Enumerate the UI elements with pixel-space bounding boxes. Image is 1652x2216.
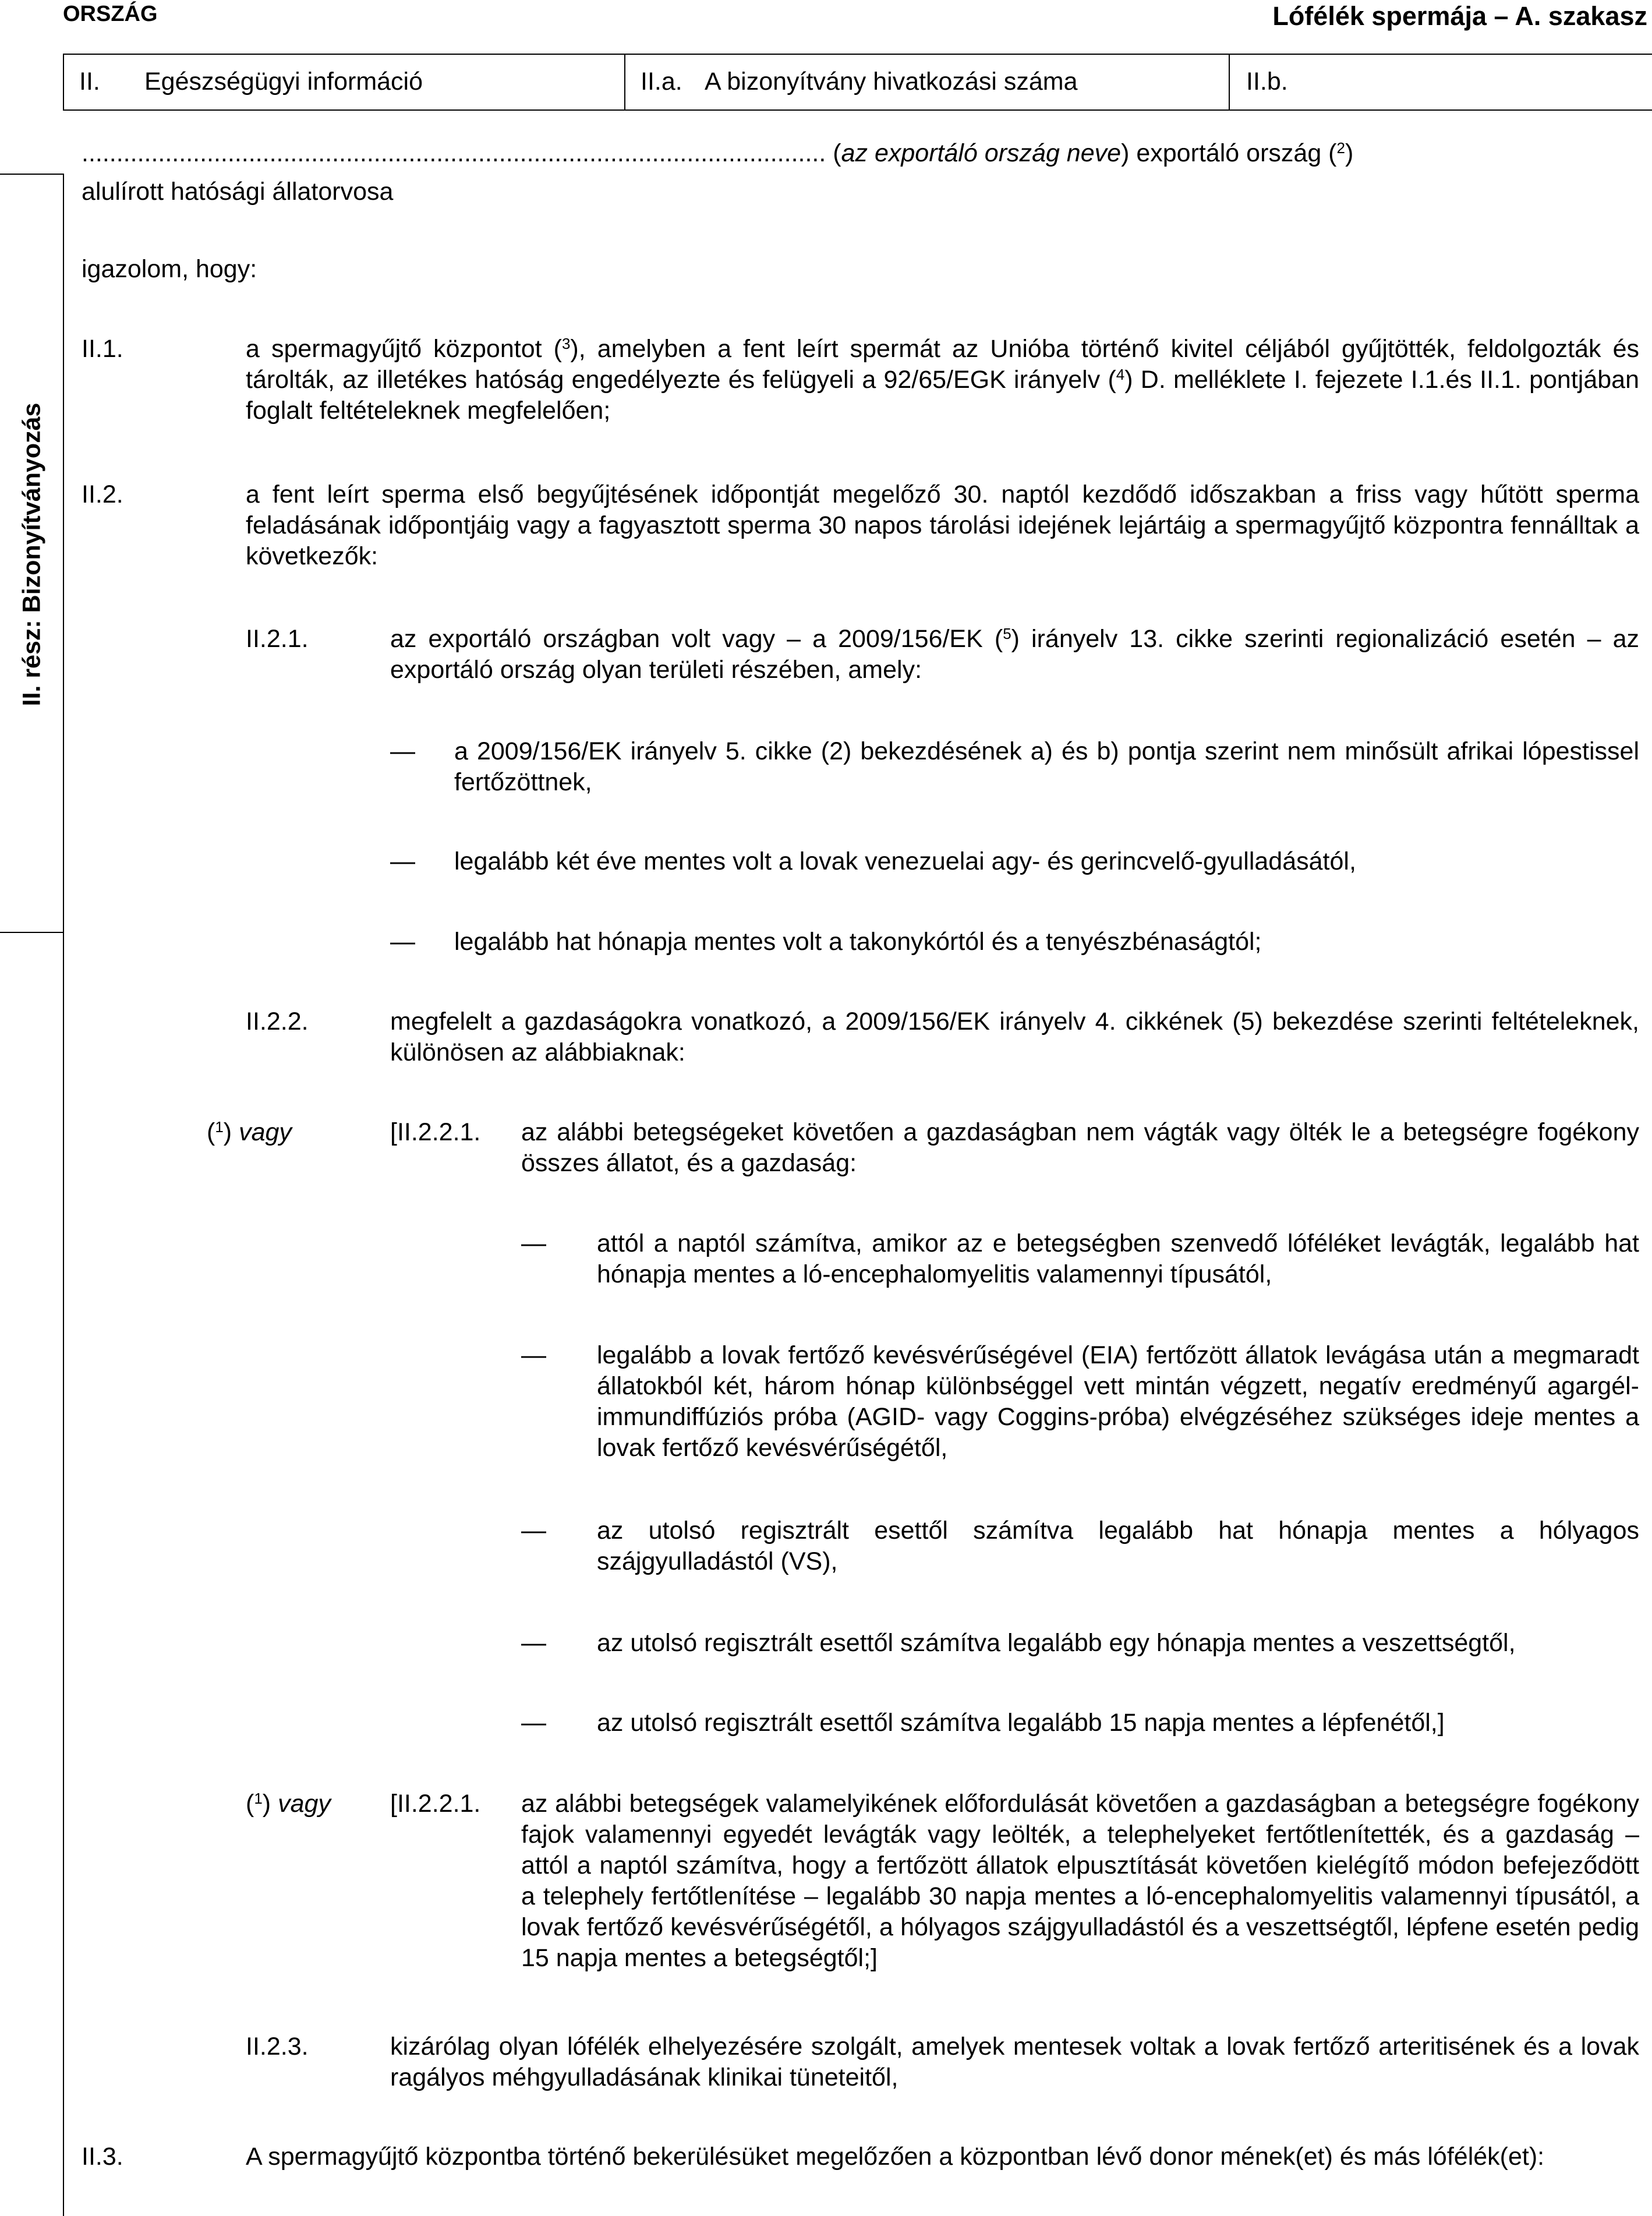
section-title: Egészségügyi információ bbox=[144, 68, 423, 96]
country-label: ORSZÁG bbox=[63, 2, 158, 26]
list-item: attól a naptól számítva, amikor az e betegségben szenvedő lóféléket levágták, legalább hat hónapja mentes a ló-encephalomyelitis valamennyi típusától, bbox=[597, 1229, 1639, 1288]
dash-bullet: — bbox=[521, 1341, 546, 1369]
item-text: A spermagyűjtő központba történő bekerülésüket megelőzően a központban lévő donor mének(et) és más lófélék(et): bbox=[246, 2143, 1545, 2171]
field-b-label: II.b. bbox=[1246, 68, 1288, 96]
item-number: II.2.1. bbox=[246, 625, 309, 653]
list-item: az utolsó regisztrált esettől számítva legalább 15 napja mentes a lépfenétől,] bbox=[597, 1709, 1445, 1737]
item-text: az alábbi betegségeket követően a gazdaságban nem vágták vagy ölték le a betegségre fogékony összes állatot, és a gazdaság: bbox=[521, 1118, 1639, 1177]
list-item: legalább a lovak fertőző kevésvérűségével (EIA) fertőzött állatok levágása után a megmaradt állatokból két, három hónap különbséggel vett mintán végzett, negatív eredményű agargél-immundiffúziós próba (AGID- vagy Coggins-próba) elvégzéséhez szükséges ideje mentes a lovak fertőző kevésvérűségétől, bbox=[597, 1341, 1639, 1462]
dash-bullet: — bbox=[521, 1629, 546, 1657]
dash-bullet: — bbox=[390, 847, 415, 875]
reference-number-label: II.a. bbox=[641, 68, 682, 96]
list-item: az utolsó regisztrált esettől számítva legalább hat hónapja mentes a hólyagos szájgyulladástól (VS), bbox=[597, 1517, 1639, 1575]
item-number: II.2.3. bbox=[246, 2033, 309, 2061]
item-number: II.1. bbox=[82, 335, 123, 363]
list-item: az utolsó regisztrált esettől számítva legalább egy hónapja mentes a veszettségtől, bbox=[597, 1629, 1516, 1657]
list-item: a 2009/156/EK irányelv 5. cikke (2) bekezdésének a) és b) pontja szerint nem minősült afrikai lópestissel fertőzöttnek, bbox=[454, 737, 1639, 796]
header-table bbox=[63, 54, 1652, 111]
item-text: kizárólag olyan lófélék elhelyezésére szolgált, amelyek mentesek voltak a lovak fertőző arteritisének és a lovak ragályos méhgyulladásának klinikai tüneteitől, bbox=[390, 2033, 1639, 2091]
list-item: legalább két éve mentes volt a lovak venezuelai agy- és gerincvelő-gyulladásától, bbox=[454, 847, 1356, 875]
intro-line: ........................................................................................................... (az exportáló ország neve) exportáló ország ($^2$) bbox=[82, 139, 1354, 167]
dash-bullet: — bbox=[521, 1517, 546, 1545]
dotted-fill: ........................................................................................................... bbox=[82, 139, 826, 167]
part-sidebar bbox=[0, 174, 64, 933]
section-number: II. bbox=[79, 68, 100, 96]
intro-line-2: alulírott hatósági állatorvosa bbox=[82, 178, 394, 206]
dash-bullet: — bbox=[521, 1229, 546, 1257]
item-text: a fent leírt sperma első begyűjtésének időpontját megelőző 30. naptól kezdődő időszakban a friss vagy hűtött sperma feladásának időpontjáig vagy a fagyasztott sperma 30 napos tárolási idejének lejártáig a spermagyűjtő központra fennálltak a következők: bbox=[246, 480, 1639, 570]
option-marker: ($^1$) vagy bbox=[207, 1118, 292, 1146]
item-text: a spermagyűjtő központot ($^3$), amelyben a fent leírt spermát az Unióba történő kivitel céljából gyűjtötték, feldolgozták és tárolták, az illetékes hatóság engedélyezte és felügyeli a 92/65/EGK irányelv ($^4$) D. melléklete I. fejezete I.1.és II.1. pontjában foglalt feltételeknek megfelelően; bbox=[246, 335, 1639, 425]
item-number: II.2. bbox=[82, 480, 123, 508]
item-text: az exportáló országban volt vagy – a 2009/156/EK ($^5$) irányelv 13. cikke szerinti regionalizáció esetén – az exportáló ország olyan területi részében, amely: bbox=[390, 625, 1639, 684]
dash-bullet: — bbox=[390, 737, 415, 765]
footnote-2: 2 bbox=[1336, 139, 1345, 157]
dash-bullet: — bbox=[521, 1709, 546, 1737]
item-number: II.3. bbox=[82, 2143, 123, 2171]
list-item: legalább hat hónapja mentes volt a takonykórtól és a tenyészbénaságtól; bbox=[454, 928, 1262, 956]
country-name-hint: az exportáló ország neve bbox=[841, 139, 1122, 167]
certify-line: igazolom, hogy: bbox=[82, 255, 257, 283]
option-marker: ($^1$) vagy bbox=[246, 1790, 331, 1818]
item-number: [II.2.2.1. bbox=[390, 1118, 481, 1146]
item-number: [II.2.2.1. bbox=[390, 1790, 481, 1818]
dash-bullet: — bbox=[390, 928, 415, 956]
reference-number-title: A bizonyítvány hivatkozási száma bbox=[705, 68, 1078, 96]
certificate-title: Lófélék spermája – A. szakasz bbox=[1272, 1, 1647, 31]
item-text: az alábbi betegségek valamelyikének előfordulását követően a gazdaságban a betegségre fogékony fajok valamennyi egyedét levágták vagy leölték, a telephelyeket fertőtlenítették, és a gazdaság – attól a naptól számítva, hogy a fertőzött állatok elpusztítását követően kielégítő módon befejeződött a telephely fertőtlenítése – legalább 30 napja mentes a ló-encephalomyelitis valamennyi típusától, a lovak fertőző kevésvérűségétől, a hólyagos szájgyulladástól és a veszettségtől, lépfene esetén pedig 15 napja mentes a betegségtől;] bbox=[521, 1790, 1639, 1972]
item-text: megfelelt a gazdaságokra vonatkozó, a 2009/156/EK irányelv 4. cikkének (5) bekezdése szerinti feltételeknek, különösen az alábbiaknak: bbox=[390, 1008, 1639, 1066]
item-number: II.2.2. bbox=[246, 1008, 309, 1035]
sidebar-label: II. rész: Bizonyítványozás bbox=[17, 402, 46, 706]
left-rule bbox=[63, 933, 64, 2216]
